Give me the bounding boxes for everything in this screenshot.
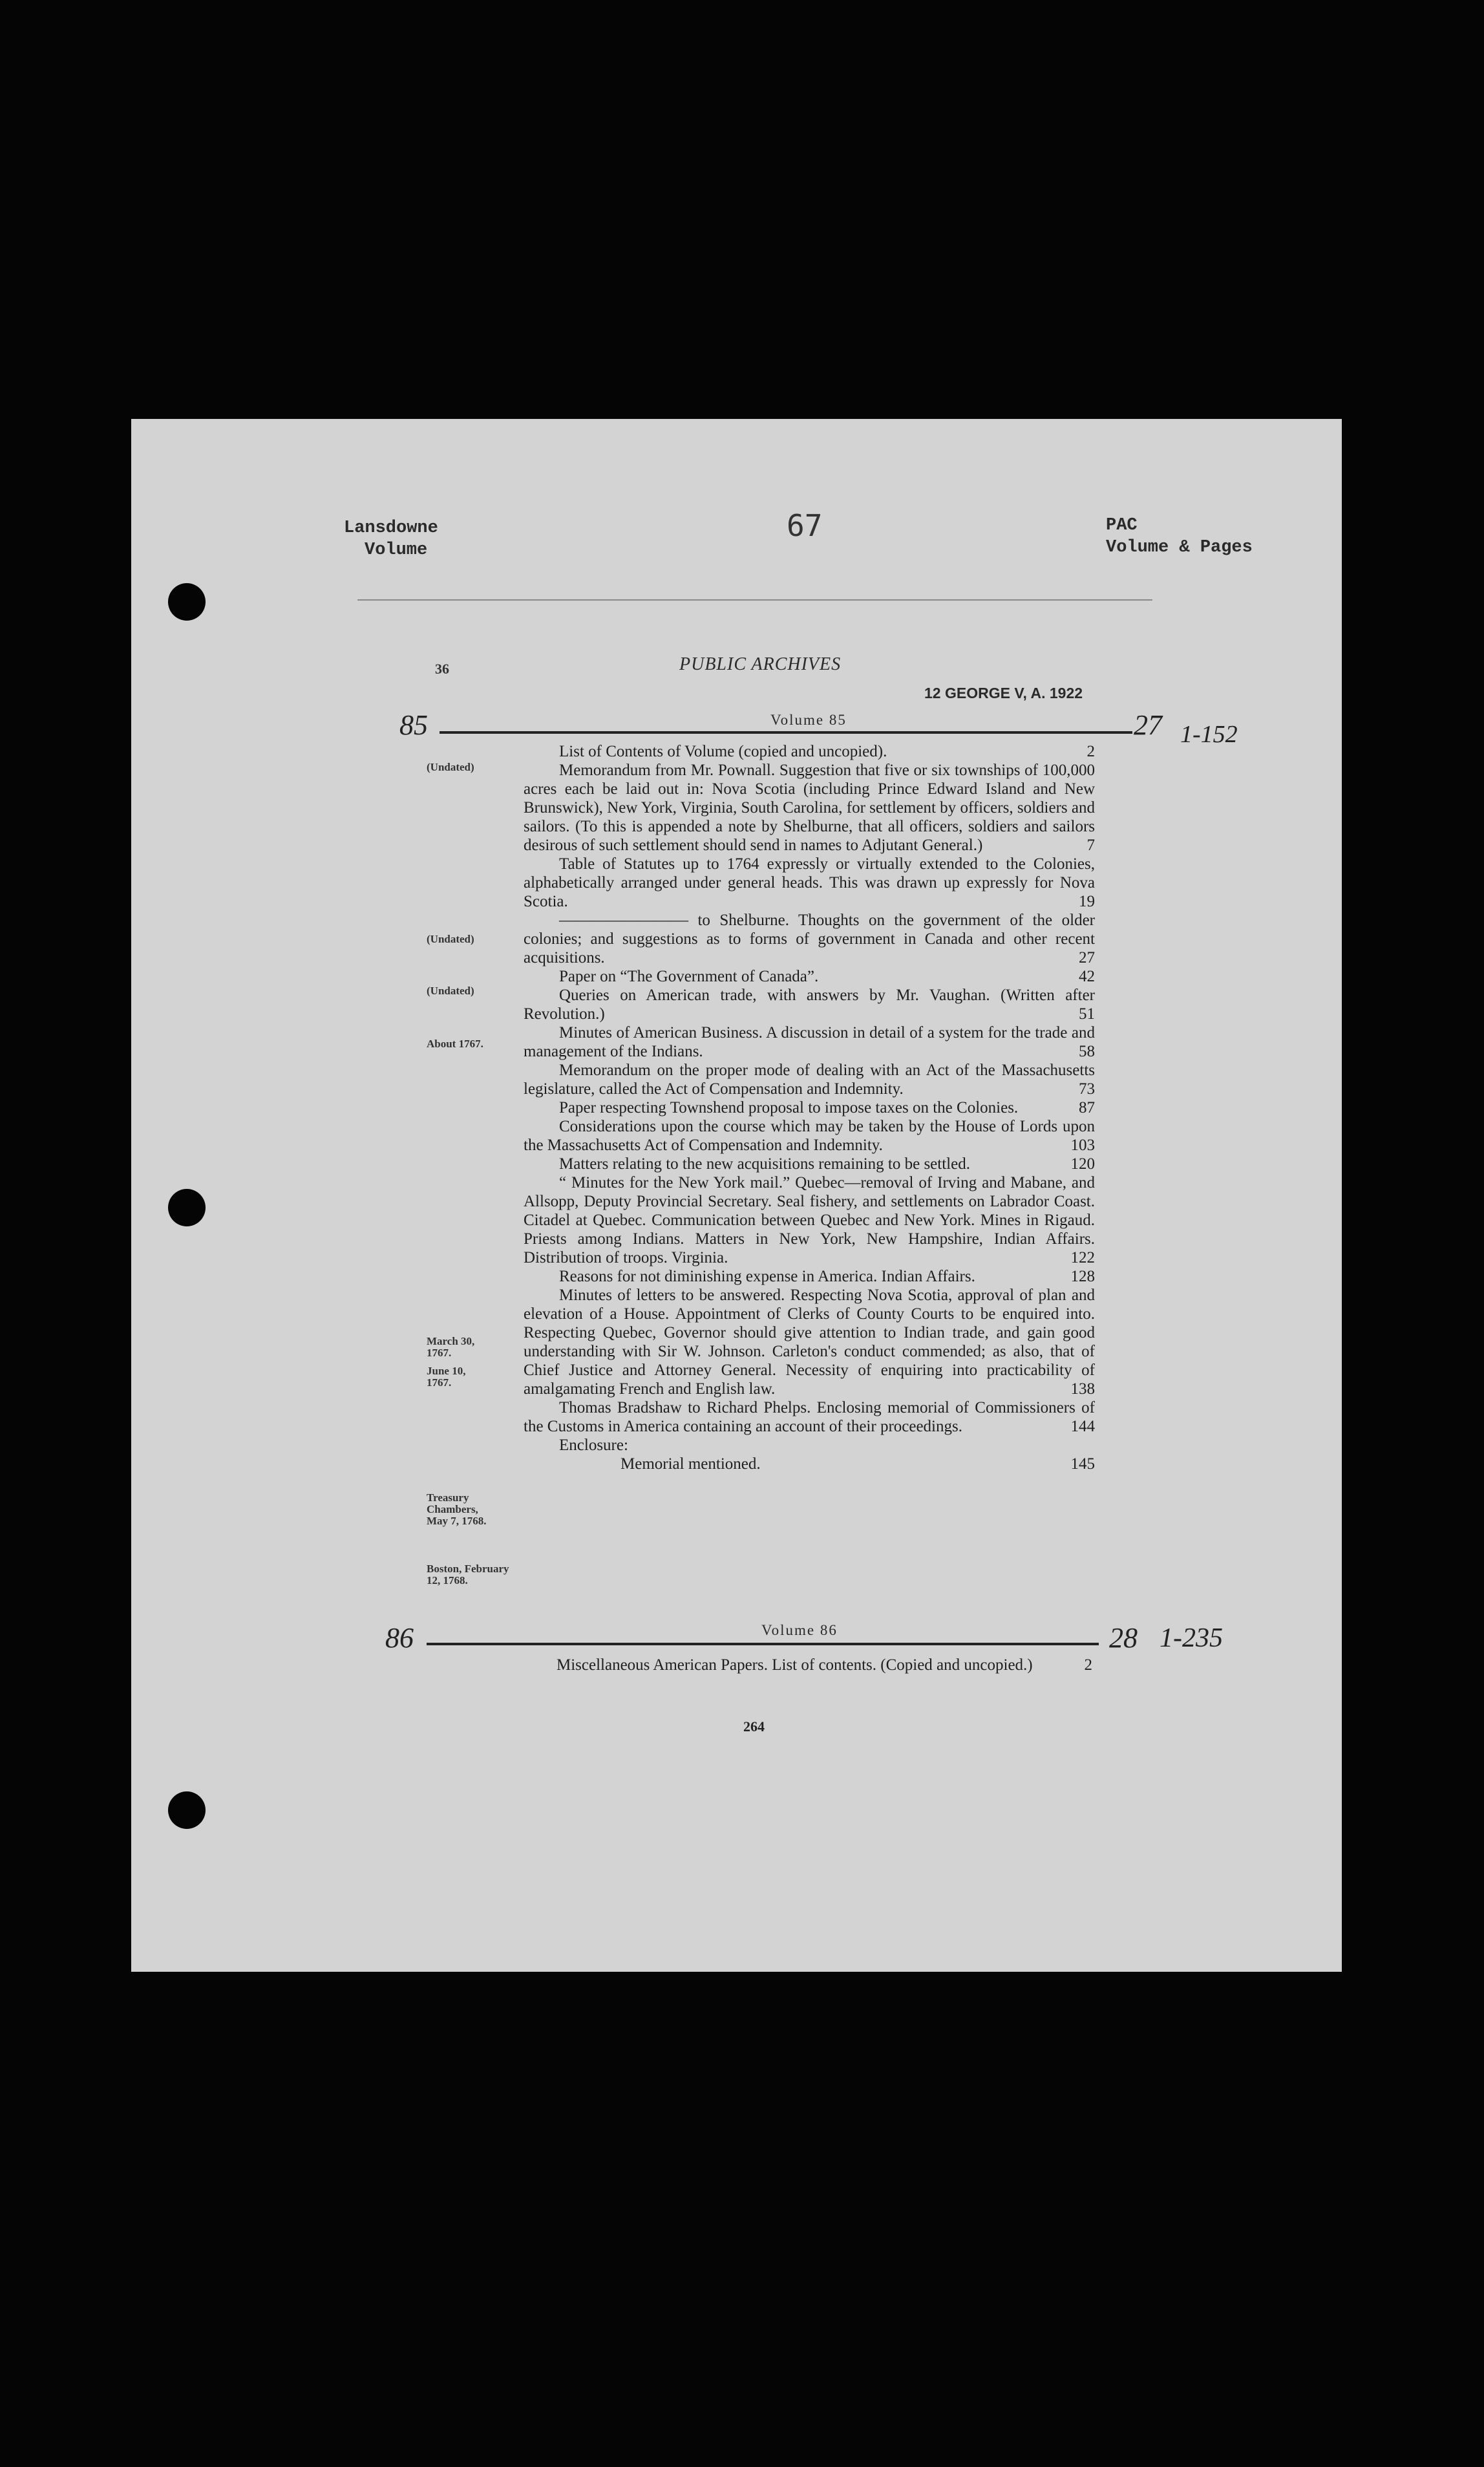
- header-right-line1: PAC: [1106, 516, 1138, 535]
- side-note: (Undated): [427, 985, 474, 997]
- handwritten-pages-1-152: 1-152: [1180, 721, 1238, 748]
- header-left-line2: Volume: [365, 540, 428, 560]
- list-item: Table of Statutes up to 1764 expressly or virtually extended to the Colonies, alphabetically arranged under general heads. This was drawn up expressly for Nova Scotia. 19: [524, 855, 1095, 910]
- punch-hole-top: [168, 583, 206, 621]
- side-note: Treasury Chambers, May 7, 1768.: [427, 1491, 487, 1527]
- handwritten-box-27: 27: [1134, 709, 1162, 741]
- volume-85-heading: Volume 85: [765, 712, 852, 729]
- volume-86-heading: Volume 86: [756, 1622, 843, 1639]
- list-item: Paper respecting Townshend proposal to impose taxes on the Colonies. 87: [559, 1099, 1095, 1116]
- side-note: About 1767.: [427, 1038, 483, 1050]
- list-item: Reasons for not diminishing expense in America. Indian Affairs. 128: [559, 1268, 1095, 1285]
- list-item: “ Minutes for the New York mail.” Quebec—removal of Irving and Mabane, and Allsopp, Deputy Provincial Secretary. Seal fishery, and settlements on Labrador Coast. Citadel at Quebec. Communication between Quebec and New York. Mines in Rigaud. Priests among Indians. Matters in New York, New Hampshire, Indian Affairs. Distribution of troops. Virginia. 122: [524, 1174, 1095, 1266]
- list-item: Enclosure:: [559, 1436, 628, 1454]
- handwritten-volume-85: 85: [399, 709, 428, 741]
- book-title: PUBLIC ARCHIVES: [679, 654, 842, 674]
- side-note: Boston, February 12, 1768.: [427, 1563, 509, 1586]
- list-item: Queries on American trade, with answers by Mr. Vaughan. (Written after Revolution.) 51: [524, 987, 1095, 1023]
- list-item: Thomas Bradshaw to Richard Phelps. Enclosing memorial of Commissioners of the Customs in America containing an account of their proceedings. 144: [524, 1399, 1095, 1435]
- side-note: March 30, 1767.: [427, 1335, 475, 1359]
- list-item: Memorandum from Mr. Pownall. Suggestion that five or six townships of 100,000 acres each be laid out in: Nova Scotia (including Prince Edward Island and New Brunswick), New York, Virginia, South Carolina, for settlement by officers, soldiers and sailors. (To this is appended a note by Shelburne, that all officers, soldiers and sailors desirous of such settlement should send in names to Adjutant General.) 7: [524, 762, 1095, 854]
- lansdowne-label: [344, 517, 438, 561]
- footer-page-number: 264: [743, 1718, 765, 1735]
- handwritten-volume-86: 86: [385, 1622, 414, 1654]
- list-item: Memorial mentioned. 145: [620, 1455, 1095, 1473]
- list-item: Paper on “The Government of Canada”. 42: [559, 968, 1095, 985]
- header-divider: [357, 599, 1152, 601]
- punch-hole-middle: [168, 1189, 206, 1226]
- pac-label: [1106, 515, 1253, 559]
- list-item: Considerations upon the course which may be taken by the House of Lords upon the Massachusetts Act of Compensation and Indemnity. 103: [524, 1118, 1095, 1154]
- side-note: (Undated): [427, 933, 474, 945]
- volume-85-entries: [524, 742, 1095, 1473]
- sheet-page-number: 67: [787, 508, 823, 543]
- list-item: Minutes of American Business. A discussion in detail of a system for the trade and management of the Indians. 58: [524, 1024, 1095, 1060]
- list-item: Miscellaneous American Papers. List of contents. (Copied and uncopied.) 2: [556, 1656, 1092, 1674]
- volume-86-rule: [427, 1643, 1099, 1645]
- side-note: (Undated): [427, 761, 474, 773]
- header-left-line1: Lansdowne: [344, 518, 438, 538]
- volume-85-rule: [440, 731, 1132, 734]
- volume-86-entries: [521, 1656, 1092, 1674]
- handwritten-box-28: 28: [1109, 1622, 1138, 1654]
- list-item: ———————— to Shelburne. Thoughts on the government of the older colonies; and suggestions as to forms of government in Canada and other recent acquisitions. 27: [524, 912, 1095, 967]
- list-item: Minutes of letters to be answered. Respecting Nova Scotia, approval of plan and elevation of a House. Appointment of Clerks of County Courts to be enquired into. Respecting Quebec, Governor should give attention to Indian trade, and gain good understanding with Sir W. Johnson. Carleton's conduct commended; as also, that of Chief Justice and Attorney General. Necessity of enquiring into practicability of amalgamating French and English law. 138: [524, 1287, 1095, 1398]
- regnal-year: 12 GEORGE V, A. 1922: [924, 685, 1083, 701]
- list-item: Matters relating to the new acquisitions remaining to be settled. 120: [559, 1155, 1095, 1173]
- list-item: Memorandum on the proper mode of dealing with an Act of the Massachusetts legislature, called the Act of Compensation and Indemnity. 73: [524, 1062, 1095, 1098]
- punch-hole-bottom: [168, 1791, 206, 1829]
- handwritten-pages-1-235: 1-235: [1160, 1623, 1223, 1653]
- header-right-line2: Volume & Pages: [1106, 538, 1253, 557]
- list-item: List of Contents of Volume (copied and uncopied). 2: [559, 743, 1095, 760]
- book-page-number: 36: [435, 661, 449, 677]
- side-note: June 10, 1767.: [427, 1365, 466, 1389]
